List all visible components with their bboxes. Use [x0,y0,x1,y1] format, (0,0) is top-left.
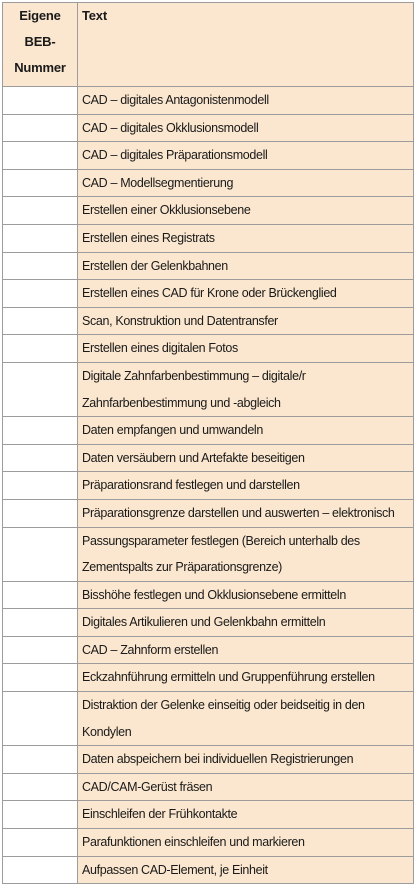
table-header-row [3,3,414,87]
text-cell: Erstellen einer Okklusionsebene [78,197,414,225]
beb-number-cell[interactable] [3,142,78,170]
text-cell: Einschleifen der Frühkontakte [78,801,414,829]
text-cell: Daten abspeichern bei individuellen Registrierungen [78,746,414,774]
beb-number-cell[interactable] [3,636,78,664]
table-row [3,829,414,857]
table-row [3,609,414,637]
beb-number-cell[interactable] [3,581,78,609]
table-row [3,856,414,884]
table-row [3,307,414,335]
header-text: Text [78,3,414,87]
beb-number-cell[interactable] [3,417,78,445]
text-cell: Passungsparameter festlegen (Bereich unterhalb des Zementspalts zur Präparationsgrenze) [78,527,414,581]
text-cell: Erstellen eines digitalen Fotos [78,335,414,363]
text-cell: Daten versäubern und Artefakte beseitigen [78,444,414,472]
table-row [3,444,414,472]
table-row [3,280,414,308]
text-cell: CAD – digitales Okklusionsmodell [78,114,414,142]
table-row [3,746,414,774]
text-cell: Digitales Artikulieren und Gelenkbahn ermitteln [78,609,414,637]
text-cell: Erstellen der Gelenkbahnen [78,252,414,280]
beb-number-cell[interactable] [3,856,78,884]
table-row [3,417,414,445]
text-cell: Erstellen eines CAD für Krone oder Brückenglied [78,280,414,308]
beb-number-cell[interactable] [3,224,78,252]
beb-table [2,2,414,884]
text-cell: Erstellen eines Registrats [78,224,414,252]
table-row [3,499,414,527]
table-row [3,692,414,746]
table-row [3,224,414,252]
beb-number-cell[interactable] [3,87,78,115]
text-cell: CAD – digitales Präparationsmodell [78,142,414,170]
beb-number-cell[interactable] [3,362,78,416]
text-cell: CAD/CAM-Gerüst fräsen [78,773,414,801]
text-cell: Parafunktionen einschleifen und markieren [78,829,414,857]
beb-number-cell[interactable] [3,335,78,363]
beb-number-cell[interactable] [3,444,78,472]
table-row [3,87,414,115]
beb-number-cell[interactable] [3,114,78,142]
table-row [3,636,414,664]
beb-number-cell[interactable] [3,527,78,581]
table-row [3,527,414,581]
table-row [3,335,414,363]
text-cell: Scan, Konstruktion und Datentransfer [78,307,414,335]
beb-number-cell[interactable] [3,801,78,829]
beb-table-container [2,2,413,884]
table-row [3,169,414,197]
text-cell: CAD – Zahnform erstellen [78,636,414,664]
table-row [3,581,414,609]
beb-number-cell[interactable] [3,692,78,746]
beb-number-cell[interactable] [3,746,78,774]
table-row [3,252,414,280]
beb-number-cell[interactable] [3,197,78,225]
header-beb-number: Eigene BEB-Nummer [3,3,78,87]
text-cell: Distraktion der Gelenke einseitig oder beidseitig in den Kondylen [78,692,414,746]
text-cell: Digitale Zahnfarbenbestimmung – digitale/r Zahnfarbenbestimmung und -abgleich [78,362,414,416]
table-row [3,197,414,225]
text-cell: Bisshöhe festlegen und Okklusionsebene ermitteln [78,581,414,609]
text-cell: Daten empfangen und umwandeln [78,417,414,445]
table-row [3,773,414,801]
beb-number-cell[interactable] [3,307,78,335]
beb-number-cell[interactable] [3,252,78,280]
table-row [3,362,414,416]
text-cell: Aufpassen CAD-Element, je Einheit [78,856,414,884]
table-row [3,114,414,142]
table-row [3,142,414,170]
beb-number-cell[interactable] [3,472,78,500]
text-cell: Eckzahnführung ermitteln und Gruppenführung erstellen [78,664,414,692]
beb-number-cell[interactable] [3,773,78,801]
text-cell: Präparationsgrenze darstellen und auswerten – elektronisch [78,499,414,527]
beb-number-cell[interactable] [3,829,78,857]
text-cell: Präparationsrand festlegen und darstellen [78,472,414,500]
beb-number-cell[interactable] [3,609,78,637]
table-row [3,801,414,829]
table-row [3,472,414,500]
beb-number-cell[interactable] [3,280,78,308]
text-cell: CAD – digitales Antagonistenmodell [78,87,414,115]
beb-number-cell[interactable] [3,664,78,692]
text-cell: CAD – Modellsegmentierung [78,169,414,197]
table-row [3,664,414,692]
beb-number-cell[interactable] [3,499,78,527]
beb-number-cell[interactable] [3,169,78,197]
